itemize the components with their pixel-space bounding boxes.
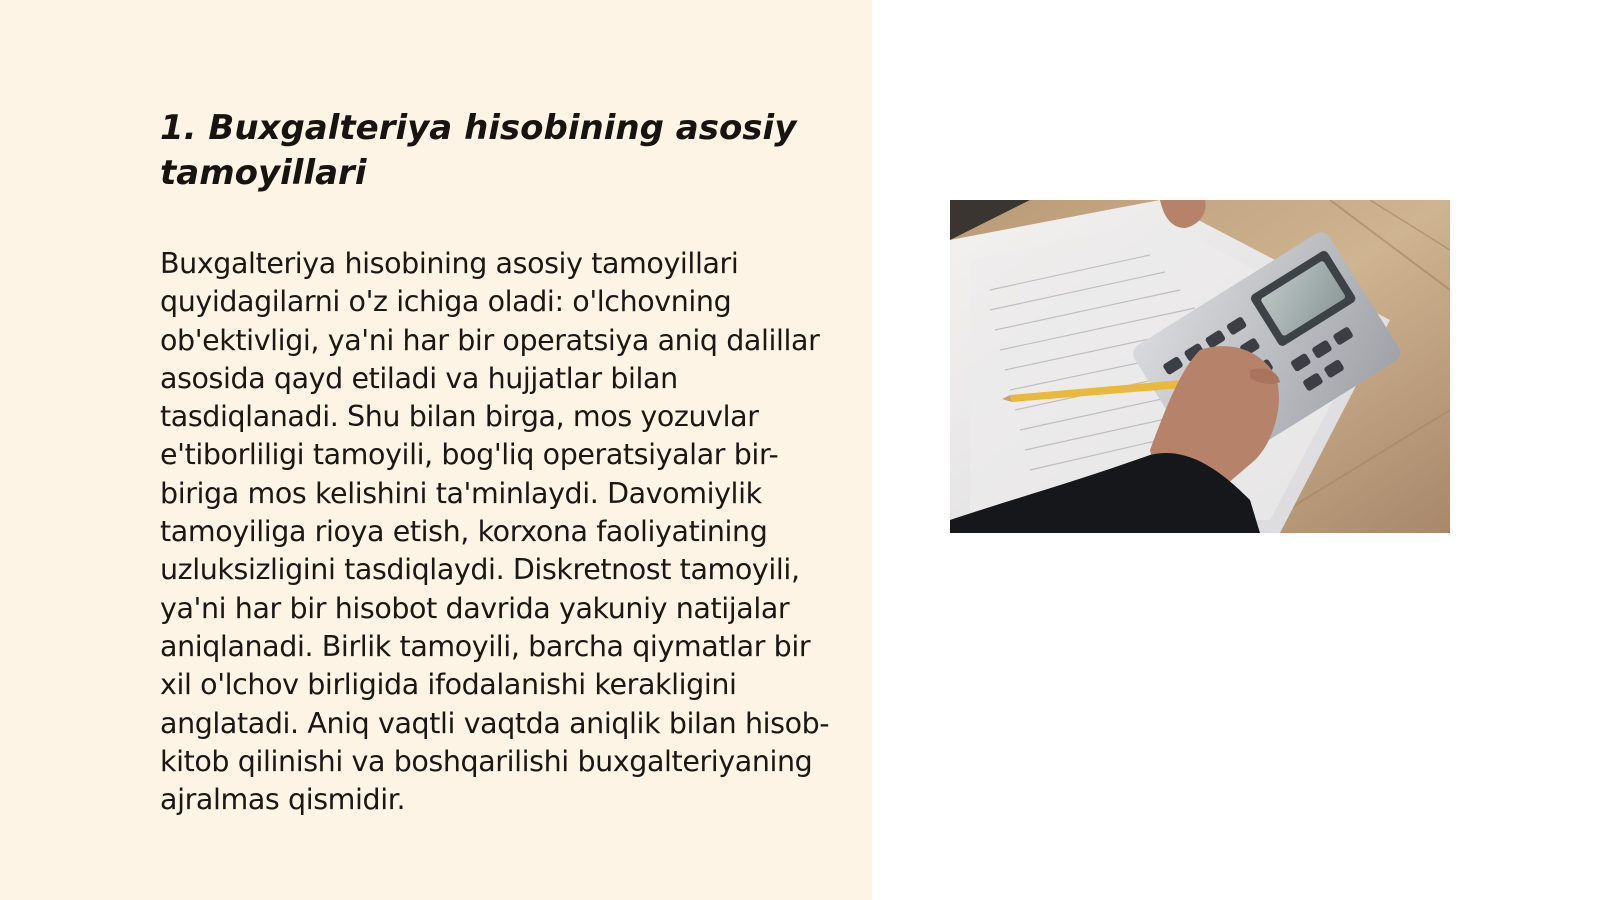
slide-body-text: Buxgalteriya hisobining asosiy tamoyillari quyidagilarni o'z ichiga oladi: o'lchovning ob'ektivligi, ya'ni har bir operatsiya aniq dalillar asosida qayd etiladi va hujjatlar bilan tasdiqlanadi. Shu bilan birga, mos yozuvlar e'tiborliligi tamoyili, bog'liq operatsiyalar bir-biriga mos kelishini ta'minlaydi. Davomiylik tamoyiliga rioya etish, korxona faoliyatining uzluksizligini tasdiqlaydi. Diskretnost tamoyili, ya'ni har bir hisobot davrida yakuniy natijalar aniqlanadi. Birlik tamoyili, barcha qiymatlar bir xil o'lchov birligida ifodalanishi kerakligini anglatadi. Aniq vaqtli vaqtda aniqlik bilan hisob-kitob qilinishi va boshqarilishi buxgalteriyaning ajralmas qismidir. xyxy=(160,247,830,817)
slide-title: 1. Buxgalteriya hisobining asosiy tamoyillari xyxy=(160,108,797,193)
calculator-photo xyxy=(950,200,1450,533)
calculator-photo-illustration xyxy=(950,200,1450,533)
